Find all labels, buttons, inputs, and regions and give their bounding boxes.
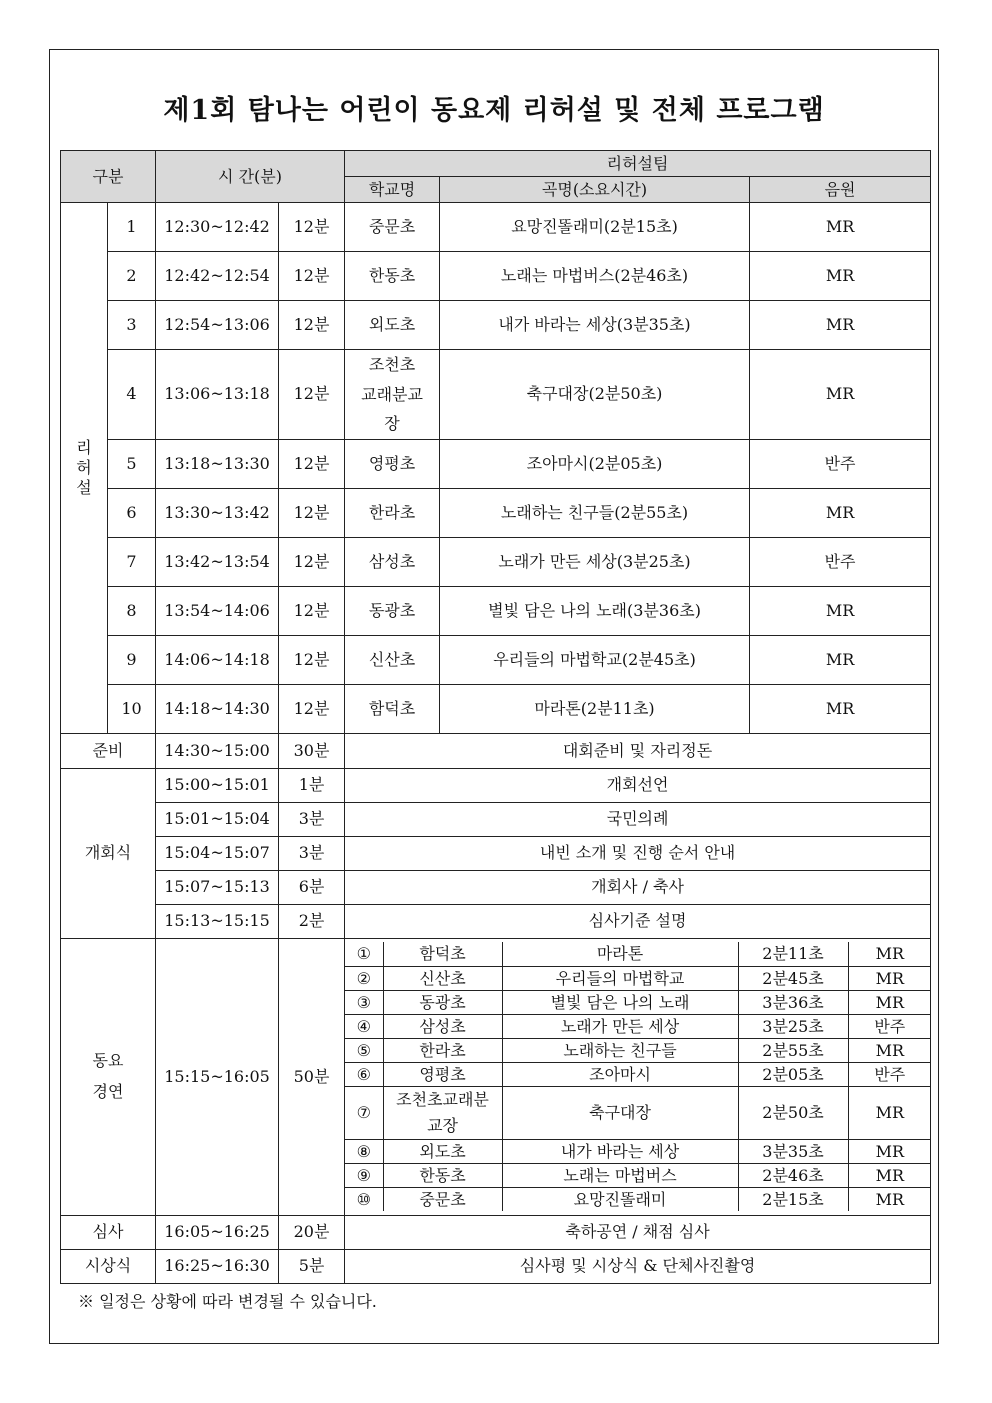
judging-time: 16:05~16:25 (156, 1215, 279, 1249)
header-school: 학교명 (345, 177, 440, 203)
contest-music: 반주 (848, 1014, 931, 1038)
contest-school: 한라초 (383, 1038, 502, 1062)
contest-length: 2분45초 (738, 966, 848, 990)
rehearsal-music: 반주 (750, 537, 931, 586)
rehearsal-time: 13:30~13:42 (156, 488, 279, 537)
rehearsal-school: 신산초 (345, 635, 440, 684)
rehearsal-time: 12:54~13:06 (156, 301, 279, 350)
rehearsal-school: 한라초 (345, 488, 440, 537)
contest-music: MR (848, 1139, 931, 1163)
contest-music: MR (848, 1086, 931, 1139)
rehearsal-song: 별빛 담은 나의 노래(3분36초) (440, 586, 750, 635)
rehearsal-time: 14:18~14:30 (156, 684, 279, 733)
rehearsal-school: 삼성초 (345, 537, 440, 586)
prep-time: 14:30~15:00 (156, 733, 279, 768)
rehearsal-duration: 12분 (279, 203, 345, 252)
contest-song: 노래는 마법버스 (502, 1163, 738, 1187)
contest-entry (345, 942, 931, 966)
contest-music: MR (848, 942, 931, 966)
rehearsal-duration: 12분 (279, 537, 345, 586)
program-table (60, 150, 931, 1284)
contest-school: 동광초 (383, 990, 502, 1014)
contest-entry (345, 1014, 931, 1038)
rehearsal-song: 노래하는 친구들(2분55초) (440, 488, 750, 537)
contest-entry (345, 966, 931, 990)
opening-time: 15:07~15:13 (156, 870, 279, 904)
rehearsal-time: 13:06~13:18 (156, 350, 279, 440)
rehearsal-duration: 12분 (279, 252, 345, 301)
rehearsal-no: 7 (108, 537, 156, 586)
opening-duration: 1분 (279, 768, 345, 802)
rehearsal-duration: 12분 (279, 684, 345, 733)
opening-time: 15:13~15:15 (156, 904, 279, 938)
rehearsal-school: 동광초 (345, 586, 440, 635)
prep-content: 대회준비 및 자리정돈 (345, 733, 931, 768)
contest-length: 2분46초 (738, 1163, 848, 1187)
header-category: 구분 (61, 151, 156, 203)
contest-length: 2분50초 (738, 1086, 848, 1139)
contest-no: ⑥ (345, 1062, 383, 1086)
contest-length: 3분35초 (738, 1139, 848, 1163)
contest-song: 별빛 담은 나의 노래 (502, 990, 738, 1014)
contest-music: MR (848, 966, 931, 990)
contest-school: 영평초 (383, 1062, 502, 1086)
rehearsal-row (61, 586, 931, 635)
rehearsal-school: 외도초 (345, 301, 440, 350)
rehearsal-no: 10 (108, 684, 156, 733)
rehearsal-no: 3 (108, 301, 156, 350)
rehearsal-song: 노래가 만든 세상(3분25초) (440, 537, 750, 586)
rehearsal-music: MR (750, 203, 931, 252)
contest-song: 조아마시 (502, 1062, 738, 1086)
awards-content: 심사평 및 시상식 & 단체사진촬영 (345, 1249, 931, 1283)
contest-no: ⑧ (345, 1139, 383, 1163)
rehearsal-song: 요망진똘래미(2분15초) (440, 203, 750, 252)
opening-duration: 6분 (279, 870, 345, 904)
opening-duration: 3분 (279, 802, 345, 836)
opening-content: 개회사 / 축사 (345, 870, 931, 904)
rehearsal-no: 9 (108, 635, 156, 684)
rehearsal-school: 함덕초 (345, 684, 440, 733)
prep-label: 준비 (61, 733, 156, 768)
rehearsal-duration: 12분 (279, 350, 345, 440)
rehearsal-row (61, 439, 931, 488)
rehearsal-no: 8 (108, 586, 156, 635)
prep-duration: 30분 (279, 733, 345, 768)
contest-time: 15:15~16:05 (156, 938, 279, 1215)
opening-row (61, 802, 931, 836)
rehearsal-row (61, 301, 931, 350)
contest-music: 반주 (848, 1062, 931, 1086)
rehearsal-duration: 12분 (279, 586, 345, 635)
contest-music: MR (848, 1038, 931, 1062)
rehearsal-no: 2 (108, 252, 156, 301)
opening-row (61, 904, 931, 938)
rehearsal-row (61, 635, 931, 684)
opening-row (61, 836, 931, 870)
opening-content: 심사기준 설명 (345, 904, 931, 938)
contest-school: 조천초교래분 교장 (383, 1086, 502, 1139)
contest-music: MR (848, 990, 931, 1014)
contest-song: 노래하는 친구들 (502, 1038, 738, 1062)
opening-content: 개회선언 (345, 768, 931, 802)
rehearsal-school: 영평초 (345, 439, 440, 488)
rehearsal-song: 축구대장(2분50초) (440, 350, 750, 440)
contest-entry (345, 1086, 931, 1139)
rehearsal-no: 4 (108, 350, 156, 440)
contest-entry (345, 1163, 931, 1187)
rehearsal-row (61, 203, 931, 252)
judging-row (61, 1215, 931, 1249)
contest-school: 한동초 (383, 1163, 502, 1187)
contest-song: 마라톤 (502, 942, 738, 966)
schedule-note: ※ 일정은 상황에 따라 변경될 수 있습니다. (78, 1292, 377, 1311)
rehearsal-music: MR (750, 684, 931, 733)
header-music: 음원 (750, 177, 931, 203)
contest-length: 3분25초 (738, 1014, 848, 1038)
rehearsal-row (61, 488, 931, 537)
opening-duration: 3분 (279, 836, 345, 870)
rehearsal-music: MR (750, 252, 931, 301)
rehearsal-time: 13:54~14:06 (156, 586, 279, 635)
contest-song: 내가 바라는 세상 (502, 1139, 738, 1163)
contest-song: 요망진똘래미 (502, 1187, 738, 1211)
opening-label: 개회식 (61, 768, 156, 938)
opening-duration: 2분 (279, 904, 345, 938)
opening-row (61, 870, 931, 904)
contest-song: 축구대장 (502, 1086, 738, 1139)
opening-content: 내빈 소개 및 진행 순서 안내 (345, 836, 931, 870)
rehearsal-song: 조아마시(2분05초) (440, 439, 750, 488)
contest-length: 3분36초 (738, 990, 848, 1014)
judging-duration: 20분 (279, 1215, 345, 1249)
rehearsal-row (61, 684, 931, 733)
rehearsal-music: MR (750, 301, 931, 350)
contest-no: ① (345, 942, 383, 966)
rehearsal-duration: 12분 (279, 439, 345, 488)
contest-duration: 50분 (279, 938, 345, 1215)
rehearsal-no: 6 (108, 488, 156, 537)
contest-school: 함덕초 (383, 942, 502, 966)
contest-school: 삼성초 (383, 1014, 502, 1038)
opening-row (61, 768, 931, 802)
contest-entry (345, 1187, 931, 1211)
opening-time: 15:00~15:01 (156, 768, 279, 802)
rehearsal-time: 13:42~13:54 (156, 537, 279, 586)
header-song: 곡명(소요시간) (440, 177, 750, 203)
header-time: 시 간(분) (156, 151, 345, 203)
rehearsal-time: 13:18~13:30 (156, 439, 279, 488)
contest-school: 외도초 (383, 1139, 502, 1163)
rehearsal-label: 리 허 설 (61, 203, 108, 734)
rehearsal-duration: 12분 (279, 488, 345, 537)
rehearsal-no: 1 (108, 203, 156, 252)
rehearsal-school: 한동초 (345, 252, 440, 301)
rehearsal-time: 12:42~12:54 (156, 252, 279, 301)
contest-length: 2분15초 (738, 1187, 848, 1211)
contest-song: 우리들의 마법학교 (502, 966, 738, 990)
contest-entry (345, 1139, 931, 1163)
header-team: 리허설팀 (345, 151, 931, 177)
awards-label: 시상식 (61, 1249, 156, 1283)
rehearsal-row (61, 537, 931, 586)
contest-no: ⑦ (345, 1086, 383, 1139)
rehearsal-music: 반주 (750, 439, 931, 488)
rehearsal-music: MR (750, 488, 931, 537)
contest-list (345, 938, 931, 1215)
awards-duration: 5분 (279, 1249, 345, 1283)
contest-length: 2분11초 (738, 942, 848, 966)
rehearsal-time: 14:06~14:18 (156, 635, 279, 684)
awards-row (61, 1249, 931, 1283)
rehearsal-school: 중문초 (345, 203, 440, 252)
contest-no: ⑤ (345, 1038, 383, 1062)
contest-school: 신산초 (383, 966, 502, 990)
contest-no: ② (345, 966, 383, 990)
judging-content: 축하공연 / 채점 심사 (345, 1215, 931, 1249)
opening-time: 15:04~15:07 (156, 836, 279, 870)
contest-no: ⑩ (345, 1187, 383, 1211)
rehearsal-time: 12:30~12:42 (156, 203, 279, 252)
opening-content: 국민의례 (345, 802, 931, 836)
contest-no: ③ (345, 990, 383, 1014)
rehearsal-song: 마라톤(2분11초) (440, 684, 750, 733)
contest-no: ⑨ (345, 1163, 383, 1187)
contest-entry (345, 990, 931, 1014)
contest-music: MR (848, 1187, 931, 1211)
rehearsal-row (61, 350, 931, 440)
contest-entry (345, 1062, 931, 1086)
contest-entry (345, 1038, 931, 1062)
contest-length: 2분05초 (738, 1062, 848, 1086)
rehearsal-music: MR (750, 350, 931, 440)
contest-music: MR (848, 1163, 931, 1187)
contest-school: 중문초 (383, 1187, 502, 1211)
contest-label: 동요 경연 (61, 938, 156, 1215)
rehearsal-row (61, 252, 931, 301)
rehearsal-song: 노래는 마법버스(2분46초) (440, 252, 750, 301)
rehearsal-song: 내가 바라는 세상(3분35초) (440, 301, 750, 350)
contest-no: ④ (345, 1014, 383, 1038)
rehearsal-duration: 12분 (279, 301, 345, 350)
judging-label: 심사 (61, 1215, 156, 1249)
contest-length: 2분55초 (738, 1038, 848, 1062)
prep-row (61, 733, 931, 768)
contest-table (345, 942, 931, 1211)
opening-time: 15:01~15:04 (156, 802, 279, 836)
page-title: 제1회 탐나는 어린이 동요제 리허설 및 전체 프로그램 (163, 95, 825, 126)
rehearsal-music: MR (750, 635, 931, 684)
rehearsal-school: 조천초 교래분교 장 (345, 350, 440, 440)
rehearsal-no: 5 (108, 439, 156, 488)
rehearsal-duration: 12분 (279, 635, 345, 684)
awards-time: 16:25~16:30 (156, 1249, 279, 1283)
rehearsal-song: 우리들의 마법학교(2분45초) (440, 635, 750, 684)
contest-row (61, 938, 931, 1215)
contest-song: 노래가 만든 세상 (502, 1014, 738, 1038)
rehearsal-music: MR (750, 586, 931, 635)
